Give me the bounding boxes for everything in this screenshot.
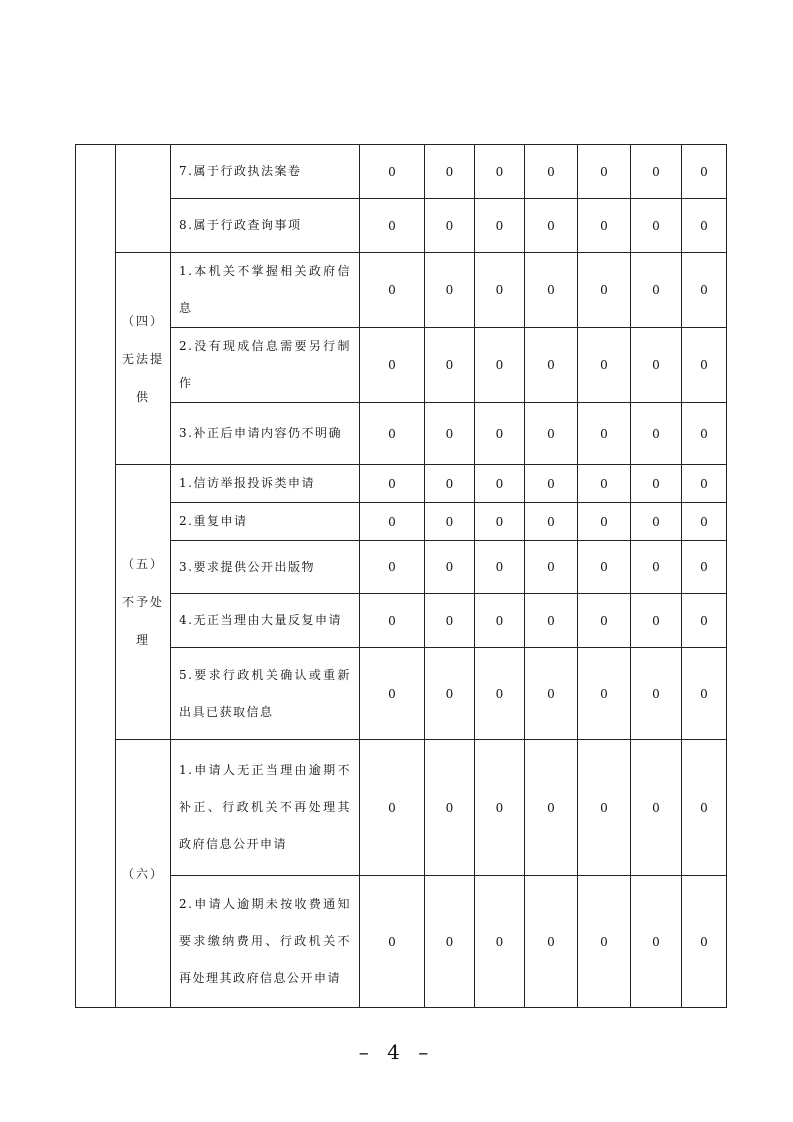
value-cell: 0 <box>425 145 475 199</box>
value-cell: 0 <box>360 503 425 541</box>
item-label: 2.重复申请 <box>171 503 360 541</box>
value-cell: 0 <box>578 503 631 541</box>
category-cell <box>116 465 171 740</box>
value-cell: 0 <box>475 648 525 740</box>
statistics-table <box>75 144 727 1008</box>
value-cell: 0 <box>525 648 578 740</box>
item-label: 3.要求提供公开出版物 <box>171 541 360 594</box>
value-cell: 0 <box>475 199 525 253</box>
table-row <box>76 648 727 740</box>
value-cell: 0 <box>525 503 578 541</box>
table-row <box>76 503 727 541</box>
value-cell: 0 <box>475 465 525 503</box>
value-cell: 0 <box>578 328 631 403</box>
category-label-line: 无法提 <box>121 351 164 366</box>
value-cell: 0 <box>682 876 727 1008</box>
value-cell: 0 <box>360 648 425 740</box>
category-label-line: （六） <box>121 866 164 881</box>
value-cell: 0 <box>425 541 475 594</box>
value-cell: 0 <box>631 740 682 876</box>
value-cell: 0 <box>360 145 425 199</box>
value-cell: 0 <box>525 876 578 1008</box>
value-cell: 0 <box>475 503 525 541</box>
table-row <box>76 328 727 403</box>
value-cell: 0 <box>475 253 525 328</box>
category-cell <box>116 253 171 465</box>
value-cell: 0 <box>631 541 682 594</box>
value-cell: 0 <box>631 253 682 328</box>
value-cell: 0 <box>682 740 727 876</box>
value-cell: 0 <box>525 403 578 465</box>
item-label: 1.信访举报投诉类申请 <box>171 465 360 503</box>
table-row <box>76 253 727 328</box>
value-cell: 0 <box>682 648 727 740</box>
value-cell: 0 <box>578 594 631 648</box>
category-label-line: 供 <box>135 389 150 404</box>
value-cell: 0 <box>425 740 475 876</box>
table-row <box>76 541 727 594</box>
value-cell: 0 <box>360 594 425 648</box>
item-label: 1.申请人无正当理由逾期不补正、行政机关不再处理其政府信息公开申请 <box>171 740 360 876</box>
value-cell: 0 <box>578 465 631 503</box>
table-row <box>76 740 727 876</box>
value-cell: 0 <box>360 740 425 876</box>
value-cell: 0 <box>578 253 631 328</box>
item-label: 8.属于行政查询事项 <box>171 199 360 253</box>
value-cell: 0 <box>475 403 525 465</box>
table-row <box>76 145 727 199</box>
value-cell: 0 <box>525 541 578 594</box>
value-cell: 0 <box>631 594 682 648</box>
value-cell: 0 <box>425 465 475 503</box>
blank-column-cell <box>76 145 116 1008</box>
value-cell: 0 <box>525 465 578 503</box>
value-cell: 0 <box>682 541 727 594</box>
value-cell: 0 <box>425 594 475 648</box>
value-cell: 0 <box>631 145 682 199</box>
value-cell: 0 <box>631 199 682 253</box>
table-row <box>76 199 727 253</box>
value-cell: 0 <box>631 648 682 740</box>
page-number: – 4 – <box>358 1040 435 1064</box>
value-cell: 0 <box>682 503 727 541</box>
value-cell: 0 <box>475 541 525 594</box>
value-cell: 0 <box>360 199 425 253</box>
category-label-line: 不予处 <box>121 595 164 609</box>
value-cell: 0 <box>360 876 425 1008</box>
value-cell: 0 <box>475 594 525 648</box>
value-cell: 0 <box>578 740 631 876</box>
table-row <box>76 876 727 1008</box>
value-cell: 0 <box>682 253 727 328</box>
item-label: 2.申请人逾期未按收费通知要求缴纳费用、行政机关不再处理其政府信息公开申请 <box>171 876 360 1008</box>
value-cell: 0 <box>525 740 578 876</box>
value-cell: 0 <box>682 594 727 648</box>
value-cell: 0 <box>525 594 578 648</box>
value-cell: 0 <box>525 145 578 199</box>
value-cell: 0 <box>682 403 727 465</box>
value-cell: 0 <box>682 145 727 199</box>
value-cell: 0 <box>578 541 631 594</box>
value-cell: 0 <box>425 199 475 253</box>
category-label-line: （四） <box>121 313 164 328</box>
value-cell: 0 <box>578 145 631 199</box>
item-label: 7.属于行政执法案卷 <box>171 145 360 199</box>
value-cell: 0 <box>425 503 475 541</box>
value-cell: 0 <box>360 328 425 403</box>
value-cell: 0 <box>425 403 475 465</box>
value-cell: 0 <box>578 876 631 1008</box>
category-label-line: 理 <box>135 633 150 647</box>
item-label: 4.无正当理由大量反复申请 <box>171 594 360 648</box>
value-cell: 0 <box>631 403 682 465</box>
table-row <box>76 403 727 465</box>
value-cell: 0 <box>475 740 525 876</box>
value-cell: 0 <box>525 328 578 403</box>
category-cell <box>116 740 171 1008</box>
value-cell: 0 <box>631 328 682 403</box>
table-row <box>76 465 727 503</box>
value-cell: 0 <box>360 541 425 594</box>
item-label: 2.没有现成信息需要另行制作 <box>171 328 360 403</box>
value-cell: 0 <box>578 403 631 465</box>
item-label: 3.补正后申请内容仍不明确 <box>171 403 360 465</box>
value-cell: 0 <box>475 328 525 403</box>
value-cell: 0 <box>682 199 727 253</box>
value-cell: 0 <box>525 253 578 328</box>
value-cell: 0 <box>425 648 475 740</box>
value-cell: 0 <box>425 253 475 328</box>
item-label: 1.本机关不掌握相关政府信息 <box>171 253 360 328</box>
value-cell: 0 <box>682 465 727 503</box>
value-cell: 0 <box>360 465 425 503</box>
value-cell: 0 <box>360 403 425 465</box>
table-row <box>76 594 727 648</box>
value-cell: 0 <box>578 199 631 253</box>
value-cell: 0 <box>631 465 682 503</box>
category-cell <box>116 145 171 253</box>
value-cell: 0 <box>682 328 727 403</box>
value-cell: 0 <box>578 648 631 740</box>
value-cell: 0 <box>360 253 425 328</box>
value-cell: 0 <box>425 876 475 1008</box>
value-cell: 0 <box>425 328 475 403</box>
value-cell: 0 <box>525 199 578 253</box>
value-cell: 0 <box>631 876 682 1008</box>
category-label-line: （五） <box>121 557 164 571</box>
item-label: 5.要求行政机关确认或重新出具已获取信息 <box>171 648 360 740</box>
value-cell: 0 <box>631 503 682 541</box>
value-cell: 0 <box>475 145 525 199</box>
value-cell: 0 <box>475 876 525 1008</box>
